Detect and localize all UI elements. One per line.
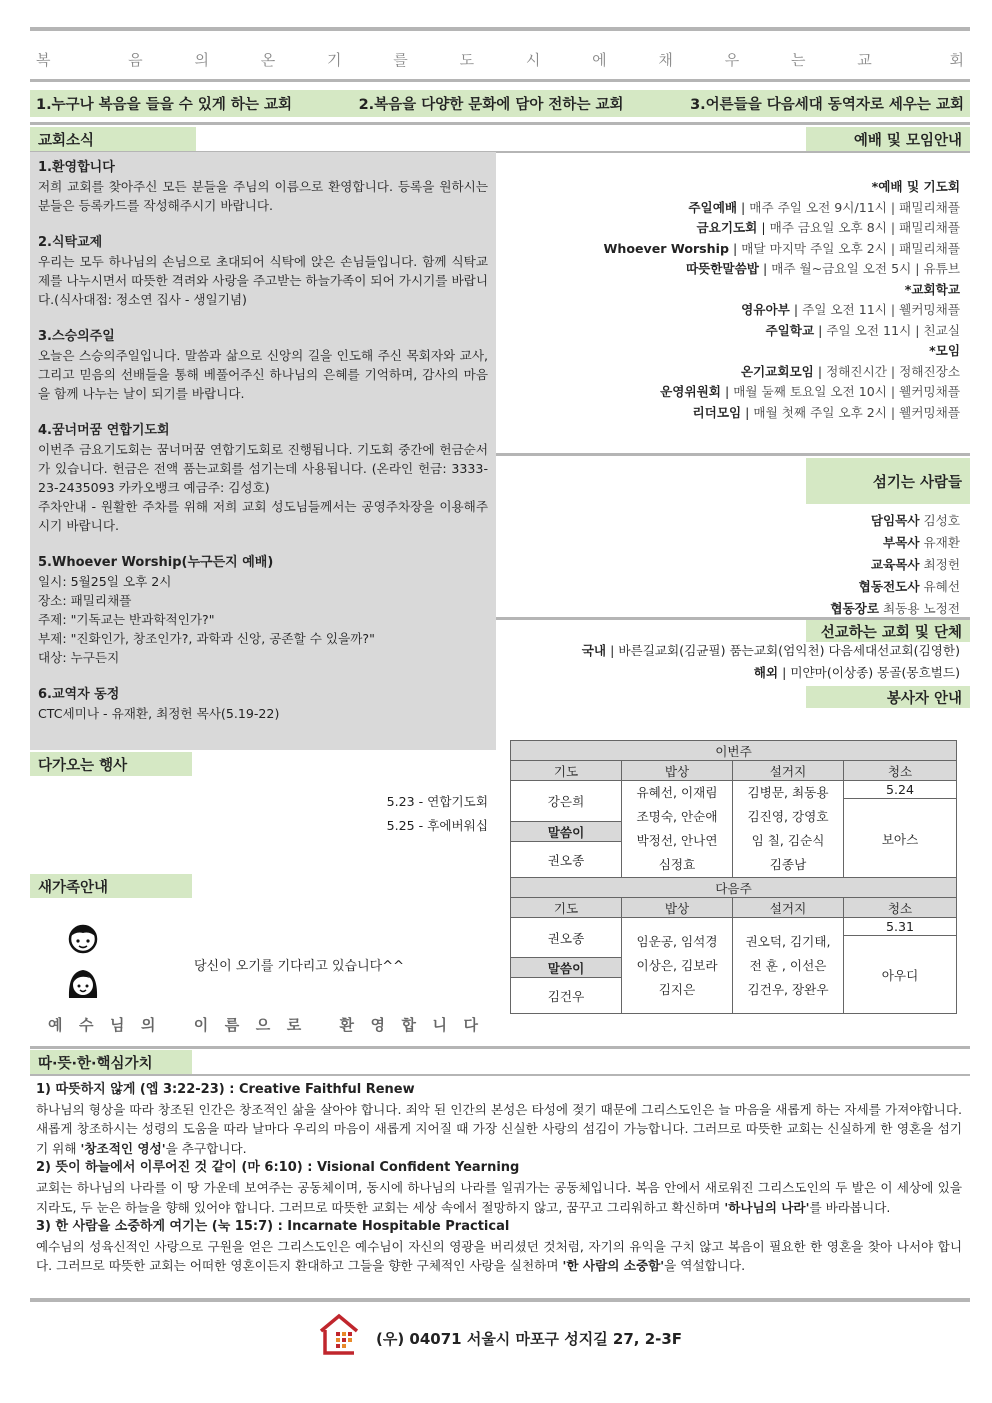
news-title: 1.환영합니다 bbox=[38, 160, 115, 175]
header-prayer: 기도 bbox=[511, 898, 622, 918]
core-value-title: 2) 뜻이 하늘에서 이루어진 것 같이 (마 6:10) : Visional Confident Yearning bbox=[36, 1160, 520, 1176]
news-text: 부제: "진화인가, 창조인가?, 과학과 신앙, 공존할 수 있을까?" bbox=[38, 631, 375, 646]
schedule-sep: | bbox=[789, 302, 803, 317]
church-address: (우) 04071 서울시 마포구 성지길 27, 2-3F bbox=[376, 1330, 683, 1348]
schedule-info: 매달 마지막 주일 오후 2시 | 패밀리채플 bbox=[741, 240, 960, 256]
this-week-label: 이번주 bbox=[511, 741, 957, 761]
meal-names: 이상은, 김보라 bbox=[636, 957, 718, 973]
news-item bbox=[38, 158, 488, 215]
news-text: CTC세미나 - 유재환, 최정헌 목사(5.19-22) bbox=[38, 706, 280, 721]
meal-names: 조명숙, 안순애 bbox=[636, 809, 718, 824]
core-value-text: 하나님의 형상을 따라 창조된 인간은 창조적인 삶을 살아야 합니다. 죄악 된 인간의 본성은 타성에 젖기 때문에 그리스도인은 늘 마음을 새롭게 하는 자세를 가져야합니다. 새롭게 창조하시는 성령의 도움을 따라 날마다 우리의 마음이 새롭게 지어질 때 가장 신실한 사랑의 섬김이 가능합니다. 그러므로 따뜻한 교회는 신실하게 한 영혼을 섬기기 위해 '창조적인 영성'을 추구합니다. bbox=[36, 1101, 962, 1156]
meal-names: 임운공, 임석경 bbox=[636, 933, 718, 949]
church-logo-icon bbox=[318, 1313, 360, 1357]
news-text: 저희 교회를 찾아주신 모든 분들을 주님의 이름으로 환영합니다. 등록을 원하시는 분들은 등록카드를 작성해주시기 바랍니다. bbox=[38, 179, 488, 213]
motto-char: 도 bbox=[459, 50, 475, 69]
servants-list bbox=[830, 510, 960, 620]
news-text: 대상: 누구든지 bbox=[38, 650, 120, 665]
schedule-info: 정해진시간 | 정해진장소 bbox=[826, 363, 960, 379]
servant-role: 부목사 bbox=[883, 535, 920, 550]
dish-names: 권오덕, 김기태, bbox=[745, 933, 831, 949]
schedule-row bbox=[603, 218, 960, 239]
welcome-char: 로 bbox=[286, 1016, 302, 1034]
dish-names: 임 칠, 김순식 bbox=[751, 833, 825, 848]
motto-char: 에 bbox=[592, 50, 607, 69]
schedule-sep: | bbox=[737, 199, 750, 215]
worship-heading: *예배 및 기도회 bbox=[871, 179, 960, 194]
vision-3: 3.어른들을 다음세대 동역자로 세우는 교회 bbox=[690, 97, 964, 113]
schedule-row bbox=[603, 198, 960, 219]
schedule-info: 매월 둘째 토요일 오전 10시 | 웰커밍채플 bbox=[733, 384, 960, 399]
schedule-info: 매주 월~금요일 오전 5시 | 유튜브 bbox=[771, 261, 960, 276]
dish-names: 김건우, 장완우 bbox=[747, 981, 829, 997]
header-clean: 청소 bbox=[844, 761, 957, 781]
servant-role: 교육목사 bbox=[870, 557, 920, 572]
schedule-name: 따뜻한말씀밥 bbox=[685, 261, 759, 276]
news-title: 5.Whoever Worship(누구든지 예배) bbox=[38, 555, 274, 570]
nw-meal bbox=[622, 918, 733, 1014]
rule bbox=[30, 79, 970, 82]
welcome-char: 수 bbox=[79, 1016, 94, 1034]
servant-name: 최동용 노정전 bbox=[879, 601, 960, 616]
schedule-row bbox=[603, 403, 960, 424]
motto-char: 를 bbox=[393, 50, 408, 69]
girl-icon bbox=[66, 966, 100, 1002]
schedule-name: 주일학교 bbox=[765, 322, 815, 338]
welcome-char: 의 bbox=[141, 1016, 156, 1034]
welcome-char: 름 bbox=[224, 1016, 240, 1034]
welcome-char: 영 bbox=[370, 1016, 385, 1034]
news-item bbox=[38, 685, 488, 723]
mission-label: 국내 bbox=[581, 643, 607, 658]
core-value-emphasis: '창조적인 영성' bbox=[80, 1140, 166, 1156]
welcome-char: 니 bbox=[432, 1016, 447, 1034]
motto-char: 시 bbox=[525, 50, 541, 69]
news-title: 6.교역자 동정 bbox=[38, 687, 120, 702]
welcome-char: 예 bbox=[48, 1016, 63, 1034]
servant-name: 유혜선 bbox=[919, 579, 960, 594]
schedule-sep: | bbox=[728, 240, 742, 256]
vision-1: 1.누구나 복음을 들을 수 있게 하는 교회 bbox=[36, 97, 292, 113]
motto-char: 회 bbox=[949, 50, 964, 69]
news-text: 주차안내 - 원활한 주차를 위해 저희 교회 성도님들께서는 공영주차장을 이용해주시기 바랍니다. bbox=[38, 499, 488, 533]
meal-names: 유혜선, 이재림 bbox=[636, 785, 718, 800]
schedule-info: 주일 오전 11시 | 웰커밍채플 bbox=[802, 302, 960, 317]
schedule-sep: | bbox=[720, 384, 734, 399]
welcome-char: 환 bbox=[339, 1016, 354, 1034]
mission-list bbox=[582, 640, 960, 684]
tab-events: 다가오는 행사 bbox=[30, 752, 192, 776]
schedule-info: 매주 주일 오전 9시/11시 | 패밀리채플 bbox=[749, 199, 960, 215]
news-text: 우리는 모두 하나님의 손님으로 초대되어 식탁에 앉은 손님들입니다. 함께 식탁교제를 나누시면서 따뜻한 격려와 사랑을 주고받는 하늘가족이 되어 가시기를 바랍니다.(식사대접: 정소연 집사 - 생일기념) bbox=[38, 254, 488, 307]
schedule-row bbox=[603, 382, 960, 403]
schedule-name: 영유아부 bbox=[741, 302, 790, 317]
servant-role: 협동장로 bbox=[830, 601, 879, 616]
news-text: 오늘은 스승의주일입니다. 말씀과 삶으로 신앙의 길을 인도해 주신 목회자와 교사, 그리고 믿음의 선배들을 통해 베풀어주신 하나님의 은혜를 기억하며, 감사의 마음을 함께 나누는 날이 되기를 바랍니다. bbox=[38, 348, 488, 401]
bottom-rule bbox=[30, 1298, 970, 1302]
motto-char: 교 bbox=[857, 50, 872, 69]
news-item bbox=[38, 553, 488, 667]
mission-row bbox=[582, 640, 960, 662]
church-news-box bbox=[30, 152, 496, 750]
news-text: 일시: 5월25일 오후 2시 bbox=[38, 574, 172, 589]
schedule-info: 매주 금요일 오후 8시 | 패밀리채플 bbox=[769, 220, 960, 235]
servant-role: 협동전도사 bbox=[858, 579, 920, 594]
header-meal: 밥상 bbox=[622, 898, 733, 918]
motto-char: 온 bbox=[260, 50, 276, 69]
top-rule bbox=[30, 27, 970, 31]
dish-names: 전 훈 , 이선은 bbox=[749, 957, 827, 973]
core-values bbox=[36, 1080, 962, 1276]
servant-row bbox=[830, 510, 960, 532]
motto-char: 기 bbox=[327, 50, 342, 69]
core-value-title: 1) 따뜻하지 않게 (엡 3:22-23) : Creative Faithful Renew bbox=[36, 1082, 415, 1097]
header-clean: 청소 bbox=[844, 898, 957, 918]
dish-names: 김병문, 최동용 bbox=[747, 785, 829, 800]
schedule-info: 매월 첫째 주일 오후 2시 | 웰커밍채플 bbox=[753, 404, 960, 420]
rule bbox=[30, 1074, 970, 1076]
tab-newcomers: 새가족안내 bbox=[30, 874, 192, 898]
events-list bbox=[300, 790, 488, 838]
news-text: 이번주 금요기도회는 꿈너머꿈 연합기도회로 진행됩니다. 기도회 중간에 헌금순서가 있습니다. 헌금은 전액 품는교회를 섬기는데 사용됩니다. (온라인 헌금: 3333-23-2435093 카카오뱅크 예금주: 김성호) bbox=[38, 442, 488, 495]
school-heading: *교회학교 bbox=[904, 281, 960, 297]
dish-names: 김종남 bbox=[769, 857, 807, 872]
header-meal: 밥상 bbox=[622, 761, 733, 781]
servant-row bbox=[830, 554, 960, 576]
servant-row bbox=[830, 532, 960, 554]
nw-prayer: 권오종 bbox=[511, 918, 622, 958]
dish-names: 김진영, 강영호 bbox=[747, 809, 829, 824]
schedule-name: 운영위원회 bbox=[660, 384, 721, 399]
motto-char: 복 bbox=[36, 50, 51, 69]
tw-clean: 보아스 bbox=[844, 799, 957, 878]
meal-names: 박정선, 안나연 bbox=[636, 833, 718, 848]
tab-core-values: 따·뜻·한·핵심가치 bbox=[30, 1050, 192, 1074]
mission-sep: | bbox=[606, 643, 619, 658]
welcome-line bbox=[48, 1014, 478, 1035]
servant-role: 담임목사 bbox=[870, 513, 920, 528]
event-item: 5.25 - 후에버워십 bbox=[386, 818, 488, 833]
tab-news: 교회소식 bbox=[30, 127, 196, 151]
schedule-info: 주일 오전 11시 | 친교실 bbox=[826, 322, 960, 338]
boy-icon bbox=[66, 921, 100, 955]
nw-clean: 아우디 bbox=[844, 936, 957, 1014]
schedule-name: 주일예배 bbox=[688, 199, 738, 215]
next-week-label: 다음주 bbox=[511, 878, 957, 898]
schedule-row bbox=[603, 300, 960, 321]
newcomer-message: 당신이 오기를 기다리고 있습니다^^ bbox=[194, 959, 404, 974]
tw-sermon: 권오종 bbox=[511, 841, 622, 878]
header-dish: 설거지 bbox=[733, 898, 844, 918]
tw-clean-date: 5.24 bbox=[844, 781, 957, 799]
schedule-row bbox=[603, 321, 960, 342]
news-title: 3.스승의주일 bbox=[38, 329, 115, 344]
header-prayer: 기도 bbox=[511, 761, 622, 781]
motto-line bbox=[30, 44, 970, 74]
vision-2: 2.복음을 다양한 문화에 담아 전하는 교회 bbox=[358, 97, 624, 113]
servant-row bbox=[830, 576, 960, 598]
core-value-title: 3) 한 사람을 소중하게 여기는 (눅 15:7) : Incarnate Hospitable Practical bbox=[36, 1219, 510, 1235]
news-title: 2.식탁교제 bbox=[38, 235, 103, 250]
news-item bbox=[38, 421, 488, 535]
mission-sep: | bbox=[778, 665, 791, 680]
meal-names: 심정효 bbox=[658, 857, 696, 872]
schedule-sep: | bbox=[757, 220, 770, 235]
motto-char: 채 bbox=[658, 50, 673, 69]
schedule-name: Whoever Worship bbox=[603, 240, 729, 256]
schedule-name: 리더모임 bbox=[692, 404, 742, 420]
rule bbox=[496, 453, 970, 456]
nw-clean-date: 5.31 bbox=[844, 918, 957, 936]
worship-schedule bbox=[603, 177, 960, 423]
nw-sermon-label: 말씀이 bbox=[511, 958, 622, 978]
tab-volunteers: 봉사자 안내 bbox=[806, 686, 970, 708]
vision-bar bbox=[30, 90, 970, 117]
schedule-row bbox=[603, 259, 960, 280]
schedule-name: 온기교회모임 bbox=[740, 363, 814, 379]
schedule-name: 금요기도회 bbox=[696, 220, 758, 235]
core-value-emphasis: '하나님의 나라' bbox=[724, 1199, 810, 1215]
welcome-char: 으 bbox=[255, 1016, 271, 1034]
motto-char: 우 bbox=[724, 50, 740, 69]
mission-text: 미얀마(이상종) 몽골(몽흐벌드) bbox=[790, 665, 960, 680]
meal-names: 김지은 bbox=[658, 981, 696, 997]
schedule-sep: | bbox=[741, 404, 754, 420]
rule bbox=[30, 1046, 970, 1049]
servant-name: 김성호 bbox=[919, 513, 960, 528]
mission-label: 해외 bbox=[753, 665, 779, 680]
servant-name: 최정헌 bbox=[919, 557, 960, 572]
nw-sermon: 김건우 bbox=[511, 978, 622, 1014]
motto-char: 음 bbox=[128, 50, 143, 69]
schedule-sep: | bbox=[814, 322, 827, 338]
news-item bbox=[38, 233, 488, 309]
meeting-heading: *모임 bbox=[929, 343, 960, 358]
tw-sermon-label: 말씀이 bbox=[511, 821, 622, 841]
welcome-char bbox=[172, 1014, 177, 1035]
tab-mission: 선교하는 교회 및 단체 bbox=[806, 620, 970, 642]
motto-char: 의 bbox=[194, 50, 209, 69]
schedule-sep: | bbox=[758, 261, 772, 276]
news-title: 4.꿈너머꿈 연합기도회 bbox=[38, 423, 170, 438]
schedule-sep: | bbox=[813, 363, 827, 379]
motto-char: 는 bbox=[790, 50, 806, 69]
welcome-char: 이 bbox=[193, 1016, 209, 1034]
welcome-char: 합 bbox=[401, 1016, 416, 1034]
mission-text: 바른길교회(김균필) 품는교회(엄익천) 다음세대선교회(김영한) bbox=[618, 643, 960, 658]
welcome-char: 님 bbox=[110, 1016, 125, 1034]
core-value-emphasis: '한 사람의 소중함' bbox=[562, 1258, 665, 1274]
rule bbox=[30, 122, 970, 125]
volunteer-table bbox=[510, 740, 957, 1014]
servant-name: 유재환 bbox=[919, 535, 960, 550]
tab-worship: 예배 및 모임안내 bbox=[806, 127, 970, 151]
core-value-text: 예수님의 성육신적인 사랑으로 구원을 얻은 그리스도인은 예수님이 자신의 영광을 버리셨던 것처럼, 자기의 유익을 구치 않고 복음이 필요한 한 영혼을 찾아 나서야 합니다. 그러므로 따뜻한 교회는 어떠한 영혼이든지 환대하고 그들을 향한 구체적인 사랑을 실천하며 '한 사람의 소중함'을 역설합니다. bbox=[36, 1238, 962, 1274]
nw-dish bbox=[733, 918, 844, 1014]
core-value-text: 교회는 하나님의 나라를 이 땅 가운데 보여주는 공동체이며, 동시에 하나님의 나라를 일궈가는 공동체입니다. 복음 안에서 새로워진 그리스도인의 두 발은 이 세상에 있을 지라도, 두 눈은 하늘을 향해 있어야 합니다. 그러므로 따뜻한 교회는 세상 속에서 절망하지 않고, 꿈꾸고 그리워하고 확신하며 '하나님의 나라'를 바라봅니다. bbox=[36, 1179, 962, 1215]
tw-prayer: 강은희 bbox=[511, 781, 622, 822]
news-text: 장소: 패밀리채플 bbox=[38, 593, 132, 608]
event-item: 5.23 - 연합기도회 bbox=[386, 794, 488, 809]
welcome-char: 다 bbox=[463, 1016, 478, 1034]
tw-dish bbox=[733, 781, 844, 878]
news-text: 주제: "기독교는 반과학적인가?" bbox=[38, 612, 215, 627]
tw-meal bbox=[622, 781, 733, 878]
schedule-row bbox=[603, 362, 960, 383]
header-dish: 설거지 bbox=[733, 761, 844, 781]
tab-servants: 섬기는 사람들 bbox=[806, 458, 970, 504]
schedule-row bbox=[603, 239, 960, 260]
mission-row bbox=[582, 662, 960, 684]
welcome-char bbox=[318, 1014, 323, 1035]
news-item bbox=[38, 327, 488, 403]
